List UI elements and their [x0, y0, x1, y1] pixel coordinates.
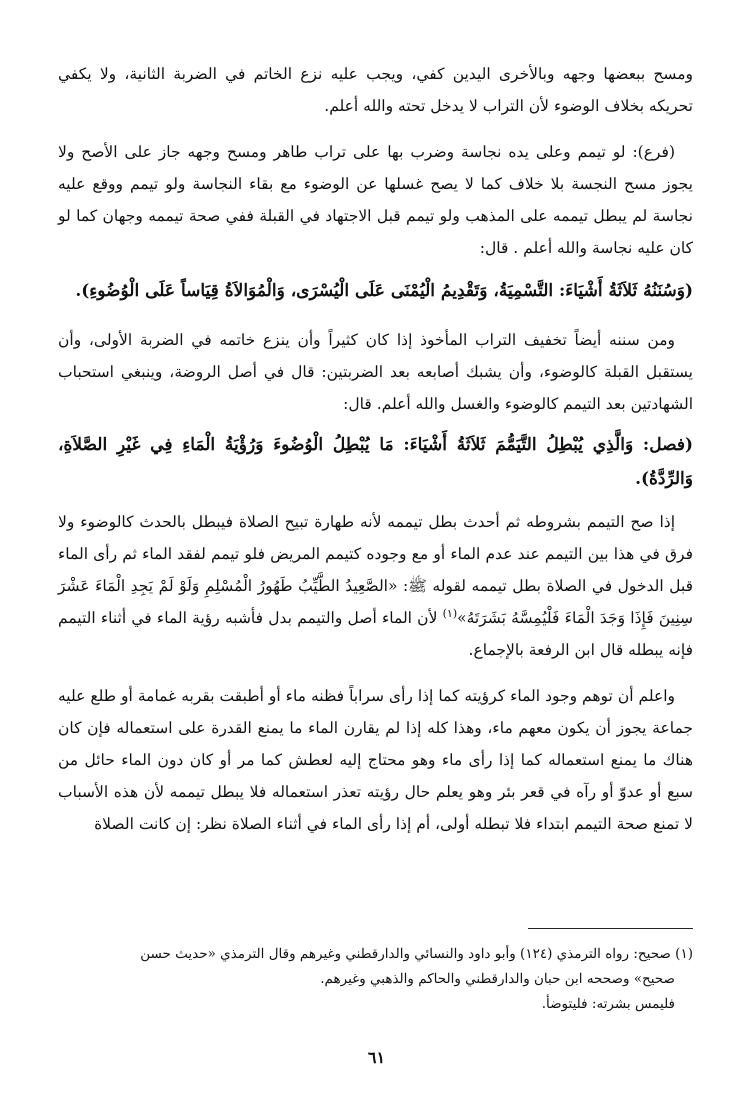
paragraph-far: (فرع): لو تيمم وعلى يده نجاسة وضرب بها على تراب طاهر ومسح وجهه جاز على الأصح ولا يجوز مسح النجسة بلا خلاف كما لا يصح غسلها عن الوضوء مع بقاء النجاسة ولو تيمم ووقع عليه نجاسة لم يبطل تيممه على المذهب ولو تيمم قبل الاجتهاد في القبلة ففي صحة تيممه وجهان كما لو كان عليه نجاسة والله أعلم . قال:	[58, 143, 693, 257]
footnote-separator	[528, 928, 693, 929]
footnote-reference[interactable]: (١)	[442, 606, 458, 620]
paragraph-sunan-commentary: ومن سننه أيضاً تخفيف التراب المأخوذ إذا كان كثيراً وأن ينزع خاتمه في الضربة الأولى، وأن يستقبل القبلة كالوضوء، وأن يشبك أصابعه بعد الضربتين: قال في أصل الروضة، وينبغي استحباب الشهادتين بعد التيمم كالوضوء والغسل والله أعلم. قال:	[58, 331, 693, 413]
paragraph-hadith-tail: لأن الماء أصل والتيمم بدل فأشبه رؤية الماء في أثناء التيمم فإنه يبطله قال ابن الرفعة بالإجماع.	[58, 609, 693, 659]
paragraph-hadith	[58, 506, 693, 666]
page-number: ٦١	[367, 1048, 386, 1067]
paragraph-hadith-text: إذا صح التيمم بشروطه ثم أحدث بطل تيممه لأنه طهارة تبيح الصلاة فيبطل بالحدث كالوضوء ولا فرق في هذا بين التيمم عند عدم الماء أو مع وجوده كتيمم المريض فلو تيمم لفقد الماء ثم رأى الماء قبل الدخول في الصلاة بطل تيممه لقوله ﷺ: «الصَّعِيدُ الطَّيِّبُ طَهُورُ الْمُسْلِمِ وَلَوْ لَمْ يَجِدِ الْمَاءَ عَشْرَ سِنِينَ فَإِذَا وَجَدَ الْمَاءَ فَلْيُمِسَّهُ بَشَرَتَهُ»	[58, 513, 694, 627]
paragraph-1: ومسح ببعضها وجهه وبالأخرى اليدين كفي، ويجب عليه نزع الخاتم في الضربة الثانية، ولا يكفي تحريكه بخلاف الوضوء لأن التراب لا يدخل تحته والله أعلم.	[58, 65, 693, 115]
footnote-1-line-1: (١) صحيح: رواه الترمذي (١٢٤) وأبو داود والنسائي والدارقطني وغيرهم وقال الترمذي «حديث حسن	[140, 946, 693, 962]
footnote-1-line-3: فليمس بشرته: فليتوضأ.	[541, 996, 675, 1012]
paragraph-water-sighting: واعلم أن توهم وجود الماء كرؤيته كما إذا رأى سراباً فظنه ماء أو أطبقت بقربه غمامة أو طلع عليه جماعة يجوز أن يكون معهم ماء، وهذا كله إذا لم يقارن الماء ما يمنع القدرة على استعماله فإن كان هناك ما يمنع استعماله كما إذا رأى ماء وهو محتاج إليه لعطش كما مر أو كان دون الماء حائل من سبع أو عدوّ أو رآه في قعر بئر وهو يعلم حال رؤيته تعذر استعماله فلا يبطل تيممه لأن هذه الأسباب لا تمنع صحة التيمم ابتداء فلا تبطله أولى، أم إذا رأى الماء في أثناء الصلاة نظر: إن كانت الصلاة	[58, 687, 693, 833]
matn-sunan: (وَسُنَنُهُ ثَلاَثَةُ أَشْيَاءَ: التَّسْمِيَةُ، وَتَقْدِيمُ الْيُمْنَى عَلَى الْيُسْرَى، وَالْمُوَالاَةُ قِيَاساً عَلَى الْوُضُوءِ).	[75, 281, 693, 301]
matn-fasl: (فصل: وَالَّذِي يُبْطِلُ التَّيَمُّمَ ثَلاَثَةُ أَشْيَاءَ: مَا يُبْطِلُ الْوُضُوءَ وَرُؤْيَةُ الْمَاءِ فِي غَيْرِ الصَّلاَةِ، وَالرِّدَّةُ).	[58, 435, 693, 489]
footnote-1-line-2: صحيح» وصححه ابن حبان والدارقطني والحاكم والذهبي وغيرهم.	[320, 971, 675, 987]
footnotes	[58, 942, 693, 1017]
